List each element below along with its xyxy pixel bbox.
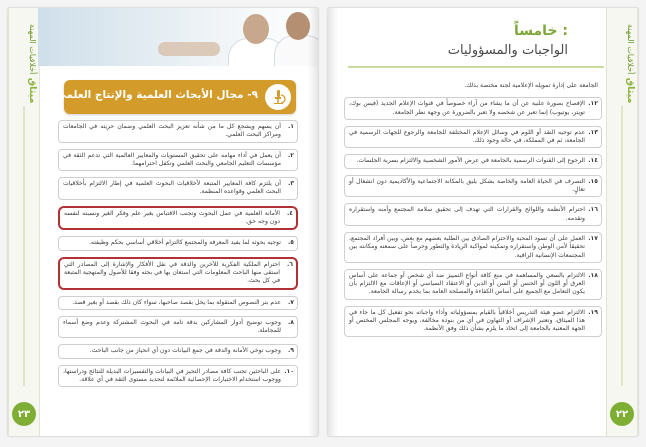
item-number: ٥. xyxy=(287,239,294,247)
item-text: وجوب توخي الأمانة والدقة في جمع البيانات دون أي انحياز من جانب الباحث. xyxy=(89,347,281,355)
list-item xyxy=(344,306,602,337)
item-number: ١٤. xyxy=(588,157,598,165)
item-number: ٦. xyxy=(286,260,293,268)
chapter-subtitle: الواجبات والمسؤوليات xyxy=(447,43,568,58)
brand-line-2: أخلاقيات المهنة xyxy=(28,24,37,75)
brand-strip xyxy=(8,8,40,436)
list-item xyxy=(344,97,602,120)
item-number: ٩. xyxy=(287,347,294,355)
list-item xyxy=(344,80,602,92)
list-item xyxy=(58,344,298,358)
item-text: عدم بتر النصوص المنقولة بما يخل بقصد صاحبها، سواء كان ذلك بقصد أو بغير قصد. xyxy=(72,298,281,306)
list-item xyxy=(344,175,602,198)
list-item xyxy=(58,316,298,339)
item-number: ١٥. xyxy=(588,177,598,185)
item-text: العمل على أن تسود المحبة والاحترام الصادق بين الطلبة بعضهم مع بعض، وبين أفراد المجتمع، تحقيقاً لأمن الوطن واستقراره وتمكينه لمواكبة الريادة والتطور وحرصاً على سمعته ومكانته بين المجتمعات الإنسانية الراقية. xyxy=(349,234,585,259)
list-item xyxy=(58,236,298,250)
list-item xyxy=(344,269,602,300)
brand-line-1: ميثاق xyxy=(625,77,636,104)
handshake-image xyxy=(158,42,220,56)
page-number: ٢٣ xyxy=(12,402,36,426)
item-text: احترام الملكية الفكرية للآخرين والدقة في نقل الأفكار والإشارة إلى المصادر التي استقى منها الباحث المعلومات التي استعان بها في بحثه وفقا للأصول والمنهجية المتبعة في كل بحث. xyxy=(63,260,280,285)
item-text: أن يلتزم كافة المعايير المتبعة لأخلاقيات البحوث العلمية في إطار الالتزام بأخلاقيات البحث العلمي وقواعده المنظمة. xyxy=(63,180,281,196)
item-text: توجيه بحوثه لما يفيد المعرفة والمجتمع كالتزام أخلاقي أساسي بحكم وظيفته. xyxy=(88,239,281,247)
brand-strip xyxy=(606,8,638,436)
left-page xyxy=(8,8,318,436)
brand-divider xyxy=(23,106,25,386)
person-head xyxy=(286,12,310,40)
item-list xyxy=(58,120,298,393)
item-text: التصرف في الحياة العامة والخاصة بشكل يليق بالمكانة الاجتماعية والأكاديمية دون انشغال أو تعالٍ. xyxy=(349,177,585,194)
item-number: ١٠. xyxy=(284,367,294,375)
item-text: عدم توجيه النقد أو اللوم في وسائل الإعلام المختلفة للجامعة والرجوع للجهات الرسمية في الجامعة، ثم في المملكة، في حالة وجود ذلك. xyxy=(349,128,585,145)
list-item xyxy=(344,126,602,149)
item-number: ٢. xyxy=(287,151,294,159)
list-item xyxy=(58,120,298,143)
item-number: ١٦. xyxy=(588,206,598,214)
microscope-icon xyxy=(265,84,291,110)
item-number: ٨. xyxy=(287,318,294,326)
person-head xyxy=(243,14,269,44)
item-text: الأمانة العلمية في عمل البحوث وتجنب الاقتباس بغير علم وفكر الغير ونسبته لنفسه دون وجه حق. xyxy=(64,209,280,226)
right-page xyxy=(328,8,638,436)
item-text: الالتزام عضو هيئة التدريس أخلاقياً بالقيام بمسؤولياته وأداء واجباته نحو تفعيل كل ما جاء في هذا الميثاق، وتعتبر الإشراف أو التهاون في أي من بنوده مخالفة، ويوجه المجلس المختص أو الجهة المعنية بالجامعة إلى اتخاذ ما يلزم بشأن ذلك وفق الأنظمة. xyxy=(349,308,585,333)
list-item xyxy=(58,149,298,172)
item-list xyxy=(344,80,602,343)
item-text: احترام الأنظمة واللوائح والقرارات التي تهدف إلى تحقيق سلامة المجتمع وأمنه واستقراره وتقدمه. xyxy=(349,206,585,222)
chapter-heading xyxy=(348,22,568,59)
item-text: الإفصاح بصورة علنية عن أن ما يشاء من آراء خصوصاً في قنوات الإعلام الجديد (فيس بوك، تويتر، يوتيوب) إنما تعبر عن شخصه ولا تعبر بالضرورة عن وجهة نظر الجامعة. xyxy=(349,100,585,116)
item-number: ١٢. xyxy=(588,100,598,108)
item-text: الجامعة على إدارة تمويله الإعلامية لجنة مختصة بذلك. xyxy=(464,82,598,89)
list-item xyxy=(344,203,602,226)
brand-logo-text xyxy=(10,24,38,103)
section-header xyxy=(55,80,296,114)
header-photo xyxy=(38,8,318,66)
item-text: وجوب توضيح أدوار المشاركين بدقة تامة في البحوث المشتركة وعدم وضع أسماء للمجاملة. xyxy=(63,318,281,335)
highlighted-list-item xyxy=(58,257,298,290)
brand-divider xyxy=(621,106,623,386)
item-number: ١٩. xyxy=(588,308,598,316)
item-number: ١٧. xyxy=(588,234,598,242)
title-divider xyxy=(348,66,604,68)
brand-logo-text xyxy=(608,24,636,103)
page-number: ٢٢ xyxy=(610,402,634,426)
list-item xyxy=(58,296,298,310)
item-text: الرجوع إلى القنوات الرسمية بالجامعة في عرض الأمور الشخصية والالتزام بسرية الجلسات. xyxy=(356,157,585,165)
item-number: ١٣. xyxy=(588,128,598,136)
list-item xyxy=(58,177,298,200)
list-item xyxy=(344,232,602,263)
item-text: أن يعمل في أداء مهامه على تحقيق المستويات والمعايير العالمية التي تدعم الثقة في مؤسسات التعليم الجامعي والبحث العلمي وتكفل احترامهما. xyxy=(63,151,281,167)
chapter-title: خامساً : xyxy=(513,23,568,39)
brand-line-1: ميثاق xyxy=(27,77,38,104)
item-text: أن يسهم ويشجع كل ما من شأنه تعزيز البحث العلمي وضمان حريته في الجامعات ومراكز البحث العلمي. xyxy=(63,123,281,139)
item-number: ٣. xyxy=(287,180,294,188)
item-number: ٧. xyxy=(287,298,294,306)
section-title: ٩- مجال الأبحاث العلمية والإنتاج العلمي xyxy=(55,89,258,101)
item-text: الالتزام بالسعي والمساهمة في منع كافة أنواع التمييز ضد أي شخص أو جماعة على أساس العرق أو اللون أو الجنس أو السن أو الدين أو الاعتقاد السياسي أو الإعاقات مع الالتزام بأن يكون التعامل مع الجميع على أساس الكفاءة والمصلحة العامة بما يخدم رسالة الجامعة. xyxy=(349,271,585,296)
item-number: ١٨. xyxy=(588,271,598,279)
item-number: ٤. xyxy=(286,209,293,217)
brand-line-2: أخلاقيات المهنة xyxy=(626,24,635,75)
list-item xyxy=(58,365,298,388)
item-number: ١. xyxy=(287,123,294,130)
item-text: على الباحثين تجنب كافة مصادر التحيز في البيانات والتفسيرات البديلة للنتائج ودراستها، ووجوب استخدام الاختبارات الإحصائية الملائمة لتحديد مستوى الثقة في أي علاقة. xyxy=(63,367,281,384)
list-item xyxy=(344,154,602,168)
highlighted-list-item xyxy=(58,206,298,231)
